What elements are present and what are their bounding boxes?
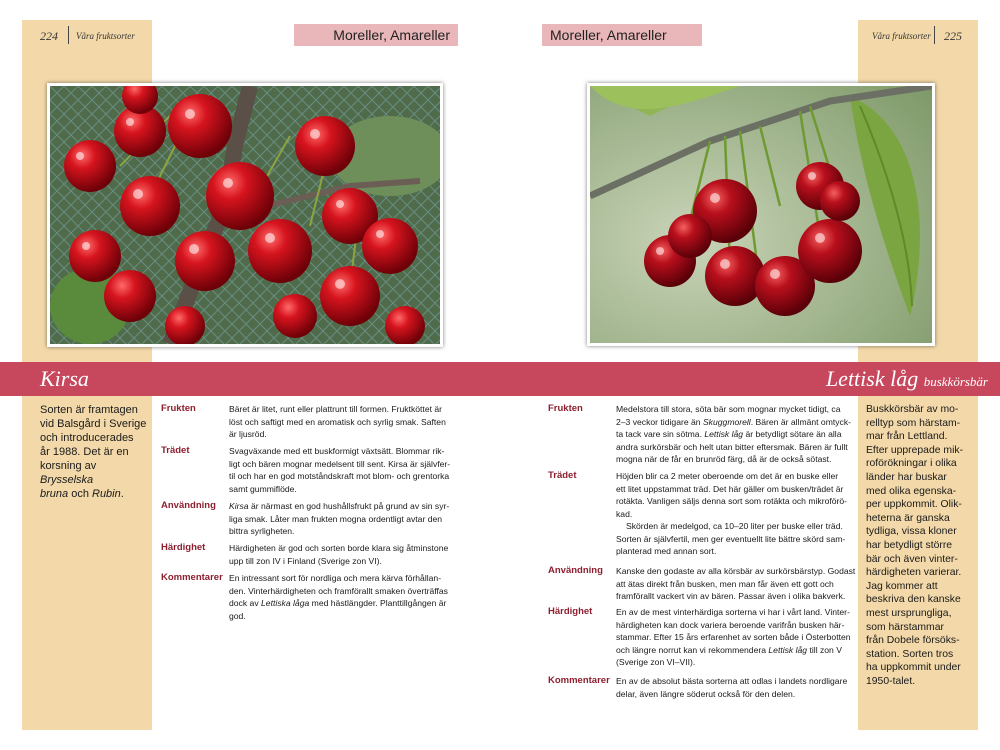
text-line: till zon V bbox=[807, 644, 842, 655]
right-page-number: 225 bbox=[944, 29, 962, 43]
intro-line: år 1988. Det är en bbox=[40, 446, 129, 458]
sidebar-line: heterna är ganska bbox=[866, 512, 950, 524]
intro-line: korsning av bbox=[40, 460, 97, 472]
intro-line: och bbox=[68, 488, 92, 500]
text-line: En av de mest vinterhärdiga sorterna vi har i vårt land. Vinter- bbox=[616, 607, 850, 617]
intro-line: Sorten är framtagen bbox=[40, 404, 138, 416]
lettisk-lag-cherry-illustration bbox=[590, 86, 932, 343]
kirsa-tradet-text bbox=[229, 445, 459, 495]
sidebar-line: ha uppkommit under bbox=[866, 662, 961, 674]
cultivar-name-italic: Rubin bbox=[92, 488, 121, 500]
text-line: planterad med annan sort. bbox=[616, 546, 717, 556]
text-line: stammar. Efter 15 års erfarenhet av sorten både i Österbotten bbox=[616, 632, 851, 642]
text-line: En av de absolut bästa sorterna att odlas i landets nordligare bbox=[616, 676, 848, 686]
text-line: 2–3 veckor tidigare än bbox=[616, 416, 703, 427]
lettisk-lag-cherry-photo bbox=[587, 83, 935, 346]
kirsa-hardighet-text bbox=[229, 542, 459, 567]
text-line: är ljusröd. bbox=[229, 429, 267, 439]
lettisk-frukten-text bbox=[616, 403, 856, 466]
header-divider bbox=[934, 26, 935, 44]
text-line: framförallt vackert vin av bären. Passar även i olika bakverk. bbox=[616, 591, 846, 601]
kirsa-kommentarer-text bbox=[229, 572, 459, 622]
text-line: ta tack vare sin sötma. bbox=[616, 429, 705, 439]
sidebar-line: roförökningar i olika bbox=[866, 458, 957, 470]
label-frukten-right: Frukten bbox=[548, 403, 583, 414]
sidebar-line: mar från Lettland. bbox=[866, 431, 948, 443]
text-line: är betydligt sötare än alla bbox=[743, 429, 842, 439]
left-section-title: Moreller, Amareller bbox=[294, 24, 458, 46]
sidebar-line: som härstammar bbox=[866, 621, 944, 633]
right-page-header bbox=[542, 24, 978, 46]
sidebar-line: Efter upprepade mik- bbox=[866, 444, 964, 456]
sidebar-line: tydliga, vissa kloner bbox=[866, 526, 957, 538]
text-line: härdigheten kan dock variera beroende varifrån busken här- bbox=[616, 619, 845, 630]
text-line: och längre norrut kan vi rekommendera bbox=[616, 644, 769, 655]
text-line: löst och saftigt med en aromatisk och syrlig smak. Saften bbox=[229, 416, 446, 427]
text-line: Härdigheten är god och sorten borde klara sig åtminstone bbox=[229, 543, 449, 553]
text-line: den. Vinterhärdigheten och framförallt smaken överträffas bbox=[229, 585, 448, 596]
text-line: Medelstora till stora, söta bär som mognar mycket tidigt, ca bbox=[616, 404, 841, 414]
label-hardighet-right: Härdighet bbox=[548, 606, 593, 617]
label-tradet-right: Trädet bbox=[548, 470, 577, 481]
text-line: andra surkörsbär och helt utan bitter eftersmak. Bären är fullt bbox=[616, 441, 848, 452]
intro-line: vid Balsgård i Sverige bbox=[40, 418, 147, 430]
text-line: samt gummiflöde. bbox=[229, 483, 297, 494]
cultivar-name-italic: Brysselska bbox=[40, 474, 94, 486]
text-line: Svagväxande med ett buskformigt växtsätt. Blommar rik- bbox=[229, 446, 445, 456]
text-line: god. bbox=[229, 610, 246, 621]
cultivar-name-italic: Lettiska låga bbox=[261, 598, 310, 608]
kirsa-frukten-text bbox=[229, 403, 459, 441]
sidebar-line: från Dobele försöks- bbox=[866, 635, 960, 647]
lettisk-hardighet-text bbox=[616, 606, 856, 669]
text-line: med hästlängder. Planttillgången är bbox=[309, 598, 447, 608]
label-anvandning-left: Användning bbox=[161, 500, 216, 511]
sidebar-line: med olika egenska- bbox=[866, 485, 957, 497]
sidebar-line: per uppkommit. Olik- bbox=[866, 499, 962, 511]
intro-line: . bbox=[120, 488, 124, 500]
lettisk-anvandning-text bbox=[616, 565, 856, 603]
text-line: Kanske den godaste av alla körsbär av surkörsbärstyp. Godast bbox=[616, 566, 856, 576]
label-hardighet-left: Härdighet bbox=[161, 542, 206, 553]
intro-line: och introducerades bbox=[40, 432, 134, 444]
text-line: dock av bbox=[229, 598, 262, 608]
header-divider bbox=[68, 26, 69, 44]
left-cultivar-title: Kirsa bbox=[40, 366, 89, 391]
text-line: att ätas direkt från busken, men man får även ett gott och bbox=[616, 578, 834, 589]
text-line: mogna när de får en brunröd färg, då är de också sötast. bbox=[616, 454, 832, 464]
right-cultivar-subtitle: buskkörsbär bbox=[923, 374, 988, 389]
kirsa-anvandning-text bbox=[229, 500, 459, 538]
cultivar-name-italic: Kirsa bbox=[229, 501, 249, 511]
label-tradet-left: Trädet bbox=[161, 445, 190, 456]
label-kommentarer-left: Kommentarer bbox=[161, 572, 223, 583]
cultivar-name-italic: Lettisk låg bbox=[768, 644, 808, 655]
text-line: kad. bbox=[616, 508, 633, 519]
text-line: delar, även längre söderut också för den delen. bbox=[616, 688, 796, 699]
right-book-title: Våra fruktsorter bbox=[872, 31, 931, 41]
text-line: bittra syrligheten. bbox=[229, 526, 295, 536]
label-frukten-left: Frukten bbox=[161, 403, 196, 414]
label-kommentarer-right: Kommentarer bbox=[548, 675, 610, 686]
text-line: Höjden blir ca 2 meter oberoende om det är en buske eller bbox=[616, 471, 839, 481]
kirsa-intro-text bbox=[40, 403, 152, 501]
sidebar-line: har betydligt större bbox=[866, 539, 953, 551]
sidebar-line: härdigheten varierar. bbox=[866, 567, 962, 579]
lettisk-kommentarer-text bbox=[616, 675, 856, 700]
kirsa-cherry-illustration bbox=[50, 86, 440, 344]
text-line: liga smak. Låter man frukten mogna ordentligt avtar den bbox=[229, 513, 443, 524]
sidebar-line: 1950-talet. bbox=[866, 675, 916, 687]
text-line: ligt och bären mognar medelsent till sent. Kirsa är självfer- bbox=[229, 458, 451, 469]
sidebar-line: Buskkörsbär av mo- bbox=[866, 404, 959, 415]
text-line: upp till zon IV i Finland (Sverige zon VI). bbox=[229, 555, 382, 566]
text-line: . Bären är allmänt omtyck- bbox=[750, 416, 852, 427]
cultivar-name-italic: Lettisk låg bbox=[704, 429, 744, 439]
sidebar-line: mest ursprungliga, bbox=[866, 607, 952, 619]
sidebar-line: station. Sorten tros bbox=[866, 648, 954, 660]
sidebar-line: relltyp som härstam- bbox=[866, 417, 961, 429]
text-line: är närmast en god hushållsfrukt på grund av sin syr- bbox=[248, 501, 450, 511]
label-anvandning-right: Användning bbox=[548, 565, 603, 576]
text-line: ett litet uppstammat träd. Det här gäller om busken/trädet är bbox=[616, 483, 844, 494]
sidebar-line: Jag kommer att bbox=[866, 580, 938, 592]
text-line: rotäkta. Vanligen säljs denna sort som rotäkta och mikroförö- bbox=[616, 496, 848, 506]
text-line: Skörden är medelgod, ca 10–20 liter per buske eller träd. bbox=[626, 521, 843, 531]
left-book-title: Våra fruktsorter bbox=[76, 31, 135, 41]
right-cultivar-title bbox=[826, 366, 988, 392]
cultivar-name-italic: bruna bbox=[40, 488, 69, 500]
text-line: (Sverige zon VI–VII). bbox=[616, 657, 696, 667]
text-line: En intressant sort för nordliga och mera kärva förhållan- bbox=[229, 573, 442, 583]
cultivar-name-italic: Skuggmorell bbox=[702, 416, 751, 427]
lettisk-tradet-text bbox=[616, 470, 856, 558]
text-line: Sorten är självfertil, men ger eventuellt lite bättre skörd sam- bbox=[616, 533, 846, 544]
kirsa-cherry-photo bbox=[47, 83, 443, 347]
sidebar-line: bär och även vinter- bbox=[866, 553, 958, 565]
right-section-title: Moreller, Amareller bbox=[542, 24, 702, 46]
left-page-number: 224 bbox=[40, 29, 58, 43]
sidebar-line: länder har buskar bbox=[866, 471, 947, 483]
sidebar-line: beskriva den kanske bbox=[866, 594, 961, 606]
left-page-header bbox=[22, 24, 458, 46]
text-line: Bäret är litet, runt eller plattrunt till formen. Fruktköttet är bbox=[229, 404, 443, 414]
lettisk-sidebar-text bbox=[866, 403, 976, 688]
right-cultivar-name: Lettisk låg bbox=[825, 366, 919, 391]
text-line: til och har en god motståndskraft mot blom- och grentorka bbox=[229, 471, 450, 481]
